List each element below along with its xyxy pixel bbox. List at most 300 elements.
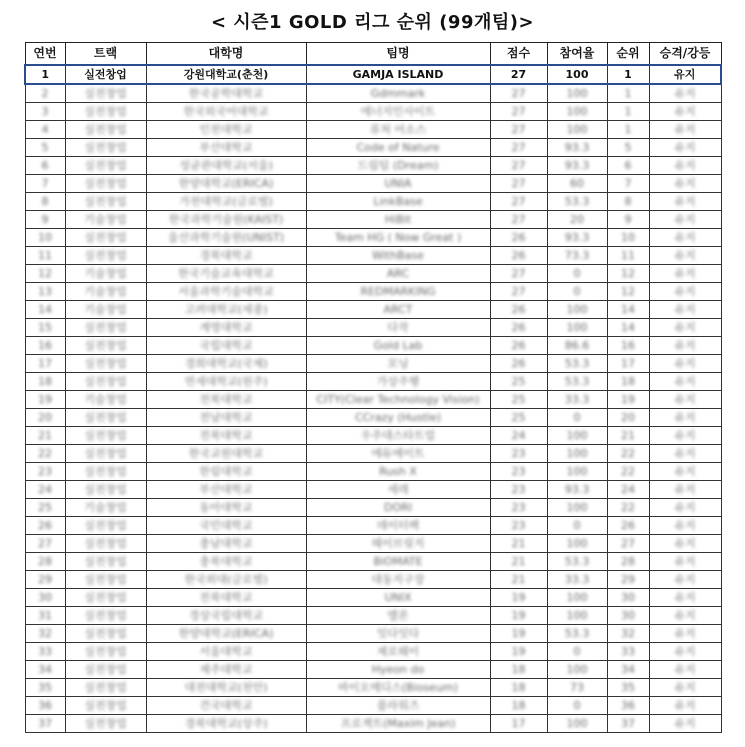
university-cell: 경북대학교 — [146, 247, 306, 265]
row-number: 30 — [25, 589, 65, 607]
university-cell: 강원대학교(춘천) — [146, 65, 306, 84]
team-cell: 멜론 — [306, 607, 490, 625]
score-cell: 19 — [490, 625, 547, 643]
status-cell: 유지 — [649, 283, 721, 301]
score-cell: 24 — [490, 427, 547, 445]
team-cell: ARC — [306, 265, 490, 283]
score-cell: 27 — [490, 65, 547, 84]
table-row — [25, 355, 721, 373]
rank-cell: 22 — [607, 445, 649, 463]
score-cell: 18 — [490, 697, 547, 715]
score-cell: 27 — [490, 121, 547, 139]
status-cell: 유지 — [649, 301, 721, 319]
score-cell: 27 — [490, 157, 547, 175]
score-cell: 19 — [490, 589, 547, 607]
score-cell: 27 — [490, 193, 547, 211]
track-cell: 기술창업 — [65, 283, 146, 301]
status-cell: 유지 — [649, 607, 721, 625]
rank-cell: 21 — [607, 427, 649, 445]
university-cell: 충남대학교 — [146, 535, 306, 553]
rank-cell: 14 — [607, 301, 649, 319]
row-number: 32 — [25, 625, 65, 643]
score-cell: 25 — [490, 373, 547, 391]
row-number: 15 — [25, 319, 65, 337]
team-cell: Hyeon do — [306, 661, 490, 679]
track-cell: 기술창업 — [65, 211, 146, 229]
university-cell: 동아대학교 — [146, 499, 306, 517]
rank-cell: 1 — [607, 65, 649, 84]
score-cell: 23 — [490, 517, 547, 535]
table-row — [25, 643, 721, 661]
team-cell: HiBit — [306, 211, 490, 229]
row-number: 24 — [25, 481, 65, 499]
row-number: 31 — [25, 607, 65, 625]
table-row — [25, 103, 721, 121]
row-number: 22 — [25, 445, 65, 463]
university-cell: 한국외대(글로벌) — [146, 571, 306, 589]
rank-cell: 35 — [607, 679, 649, 697]
participation-rate-cell: 73 — [547, 679, 607, 697]
team-cell: 대동지구장 — [306, 571, 490, 589]
score-cell: 18 — [490, 679, 547, 697]
rank-cell: 8 — [607, 193, 649, 211]
track-cell: 실전창업 — [65, 229, 146, 247]
university-cell: 대전대학교(천안) — [146, 679, 306, 697]
status-cell: 유지 — [649, 319, 721, 337]
table-row — [25, 589, 721, 607]
score-cell: 27 — [490, 265, 547, 283]
row-number: 27 — [25, 535, 65, 553]
university-cell: 부산대학교 — [146, 139, 306, 157]
table-row — [25, 229, 721, 247]
university-cell: 울산과학기술원(UNIST) — [146, 229, 306, 247]
status-cell: 유지 — [649, 481, 721, 499]
track-cell: 실전창업 — [65, 337, 146, 355]
table-row — [25, 265, 721, 283]
row-number: 7 — [25, 175, 65, 193]
status-cell: 유지 — [649, 463, 721, 481]
rank-cell: 24 — [607, 481, 649, 499]
team-cell: 가상주행 — [306, 373, 490, 391]
participation-rate-cell: 0 — [547, 283, 607, 301]
team-cell: Team HG ( Now Great ) — [306, 229, 490, 247]
row-number: 10 — [25, 229, 65, 247]
status-cell: 유지 — [649, 625, 721, 643]
team-cell: 잇다잇다 — [306, 625, 490, 643]
rank-cell: 18 — [607, 373, 649, 391]
column-header: 팀명 — [306, 43, 490, 66]
status-cell: 유지 — [649, 373, 721, 391]
rank-cell: 19 — [607, 391, 649, 409]
status-cell: 유지 — [649, 229, 721, 247]
university-cell: 연세대학교(원주) — [146, 373, 306, 391]
score-cell: 26 — [490, 355, 547, 373]
table-row — [25, 409, 721, 427]
status-cell: 유지 — [649, 643, 721, 661]
participation-rate-cell: 100 — [547, 589, 607, 607]
row-number: 29 — [25, 571, 65, 589]
status-cell: 유지 — [649, 715, 721, 733]
table-row — [25, 499, 721, 517]
score-cell: 26 — [490, 229, 547, 247]
track-cell: 실전창업 — [65, 247, 146, 265]
table-row — [25, 193, 721, 211]
rank-cell: 12 — [607, 283, 649, 301]
participation-rate-cell: 20 — [547, 211, 607, 229]
university-cell: 한양대학교(ERICA) — [146, 625, 306, 643]
track-cell: 실전창업 — [65, 535, 146, 553]
university-cell: 경상국립대학교 — [146, 607, 306, 625]
university-cell: 한국기술교육대학교 — [146, 265, 306, 283]
university-cell: 한림대학교 — [146, 463, 306, 481]
rank-cell: 7 — [607, 175, 649, 193]
university-cell: 가천대학교(글로벌) — [146, 193, 306, 211]
participation-rate-cell: 100 — [547, 121, 607, 139]
score-cell: 27 — [490, 103, 547, 121]
status-cell: 유지 — [649, 175, 721, 193]
track-cell: 기술창업 — [65, 265, 146, 283]
team-cell: DORI — [306, 499, 490, 517]
rank-cell: 30 — [607, 607, 649, 625]
status-cell: 유지 — [649, 211, 721, 229]
ranking-table — [24, 42, 722, 733]
track-cell: 실전창업 — [65, 84, 146, 103]
column-header: 연번 — [25, 43, 65, 66]
track-cell: 실전창업 — [65, 103, 146, 121]
row-number: 13 — [25, 283, 65, 301]
status-cell: 유지 — [649, 391, 721, 409]
rank-cell: 10 — [607, 229, 649, 247]
status-cell: 유지 — [649, 337, 721, 355]
university-cell: 한국외국어대학교 — [146, 103, 306, 121]
table-row — [25, 571, 721, 589]
track-cell: 실전창업 — [65, 553, 146, 571]
track-cell: 실전창업 — [65, 625, 146, 643]
track-cell: 실전창업 — [65, 427, 146, 445]
track-cell: 실전창업 — [65, 661, 146, 679]
table-row — [25, 463, 721, 481]
table-row — [25, 283, 721, 301]
participation-rate-cell: 33.3 — [547, 391, 607, 409]
track-cell: 실전창업 — [65, 65, 146, 84]
status-cell: 유지 — [649, 553, 721, 571]
participation-rate-cell: 100 — [547, 715, 607, 733]
participation-rate-cell: 100 — [547, 499, 607, 517]
university-cell: 제주대학교 — [146, 661, 306, 679]
score-cell: 27 — [490, 283, 547, 301]
row-number: 36 — [25, 697, 65, 715]
table-header-row — [25, 43, 721, 66]
highlighted-team-row — [25, 65, 721, 84]
university-cell: 한양대학교(ERICA) — [146, 175, 306, 193]
rank-cell: 28 — [607, 553, 649, 571]
row-number: 19 — [25, 391, 65, 409]
track-cell: 실전창업 — [65, 319, 146, 337]
status-cell: 유지 — [649, 697, 721, 715]
participation-rate-cell: 53.3 — [547, 355, 607, 373]
score-cell: 19 — [490, 607, 547, 625]
track-cell: 실전창업 — [65, 715, 146, 733]
participation-rate-cell: 100 — [547, 445, 607, 463]
row-number: 25 — [25, 499, 65, 517]
status-cell: 유지 — [649, 265, 721, 283]
score-cell: 23 — [490, 481, 547, 499]
score-cell: 26 — [490, 301, 547, 319]
status-cell: 유지 — [649, 445, 721, 463]
row-number: 4 — [25, 121, 65, 139]
participation-rate-cell: 53.3 — [547, 625, 607, 643]
table-row — [25, 301, 721, 319]
university-cell: 경북대학교(상주) — [146, 715, 306, 733]
team-cell: 데이터팩 — [306, 517, 490, 535]
track-cell: 실전창업 — [65, 157, 146, 175]
track-cell: 실전창업 — [65, 121, 146, 139]
status-cell: 유지 — [649, 139, 721, 157]
team-cell: LinkBase — [306, 193, 490, 211]
university-cell: 국민대학교 — [146, 517, 306, 535]
participation-rate-cell: 73.3 — [547, 247, 607, 265]
track-cell: 실전창업 — [65, 445, 146, 463]
rank-cell: 32 — [607, 625, 649, 643]
participation-rate-cell: 100 — [547, 607, 607, 625]
row-number: 28 — [25, 553, 65, 571]
team-cell: ARCT — [306, 301, 490, 319]
row-number: 26 — [25, 517, 65, 535]
rank-cell: 9 — [607, 211, 649, 229]
score-cell: 23 — [490, 463, 547, 481]
column-header: 점수 — [490, 43, 547, 66]
team-cell: 퓨처 어소스 — [306, 121, 490, 139]
team-cell: Code of Nature — [306, 139, 490, 157]
rank-cell: 12 — [607, 265, 649, 283]
rank-cell: 26 — [607, 517, 649, 535]
status-cell: 유지 — [649, 517, 721, 535]
status-cell: 유지 — [649, 589, 721, 607]
team-cell: UNIX — [306, 589, 490, 607]
rank-cell: 6 — [607, 157, 649, 175]
row-number: 16 — [25, 337, 65, 355]
track-cell: 실전창업 — [65, 481, 146, 499]
university-cell: 한국교원대학교 — [146, 445, 306, 463]
row-number: 11 — [25, 247, 65, 265]
team-cell: CCrazy (Hustle) — [306, 409, 490, 427]
rank-cell: 33 — [607, 643, 649, 661]
score-cell: 26 — [490, 247, 547, 265]
rank-cell: 1 — [607, 121, 649, 139]
status-cell: 유지 — [649, 427, 721, 445]
table-row — [25, 535, 721, 553]
rank-cell: 37 — [607, 715, 649, 733]
score-cell: 27 — [490, 139, 547, 157]
university-cell: 서울대학교 — [146, 643, 306, 661]
team-cell: 에너지인사이트 — [306, 103, 490, 121]
table-row — [25, 679, 721, 697]
team-cell: 에듀메이트 — [306, 445, 490, 463]
rank-cell: 17 — [607, 355, 649, 373]
table-row — [25, 517, 721, 535]
table-row — [25, 84, 721, 103]
rank-cell: 5 — [607, 139, 649, 157]
track-cell: 실전창업 — [65, 589, 146, 607]
participation-rate-cell: 53.3 — [547, 193, 607, 211]
track-cell: 실전창업 — [65, 697, 146, 715]
score-cell: 17 — [490, 715, 547, 733]
table-row — [25, 373, 721, 391]
university-cell: 경희대학교(국제) — [146, 355, 306, 373]
status-cell: 유지 — [649, 247, 721, 265]
participation-rate-cell: 93.3 — [547, 229, 607, 247]
participation-rate-cell: 0 — [547, 697, 607, 715]
rank-cell: 1 — [607, 84, 649, 103]
score-cell: 26 — [490, 319, 547, 337]
university-cell: 건국대학교 — [146, 697, 306, 715]
row-number: 23 — [25, 463, 65, 481]
participation-rate-cell: 0 — [547, 265, 607, 283]
status-cell: 유지 — [649, 409, 721, 427]
team-cell: UNIA — [306, 175, 490, 193]
participation-rate-cell: 100 — [547, 319, 607, 337]
track-cell: 실전창업 — [65, 373, 146, 391]
score-cell: 26 — [490, 337, 547, 355]
status-cell: 유지 — [649, 661, 721, 679]
status-cell: 유지 — [649, 535, 721, 553]
university-cell: 인천대학교 — [146, 121, 306, 139]
team-cell: BiOMATE — [306, 553, 490, 571]
university-cell: 전북대학교 — [146, 427, 306, 445]
participation-rate-cell: 100 — [547, 103, 607, 121]
team-cell: REDMARKING — [306, 283, 490, 301]
track-cell: 실전창업 — [65, 175, 146, 193]
team-cell: 플라워즈 — [306, 697, 490, 715]
row-number: 18 — [25, 373, 65, 391]
participation-rate-cell: 100 — [547, 535, 607, 553]
track-cell: 실전창업 — [65, 517, 146, 535]
table-row — [25, 427, 721, 445]
row-number: 6 — [25, 157, 65, 175]
university-cell: 한국과학기술원(KAIST) — [146, 211, 306, 229]
track-cell: 실전창업 — [65, 409, 146, 427]
participation-rate-cell: 86.6 — [547, 337, 607, 355]
score-cell: 18 — [490, 661, 547, 679]
team-cell: Gdmmark — [306, 84, 490, 103]
rank-cell: 20 — [607, 409, 649, 427]
team-cell: 바이오메디스(Bioseum) — [306, 679, 490, 697]
column-header: 순위 — [607, 43, 649, 66]
score-cell: 27 — [490, 84, 547, 103]
score-cell: 25 — [490, 409, 547, 427]
participation-rate-cell: 100 — [547, 427, 607, 445]
university-cell: 부산대학교 — [146, 481, 306, 499]
university-cell: 전남대학교 — [146, 409, 306, 427]
rank-cell: 11 — [607, 247, 649, 265]
university-cell: 전북대학교 — [146, 391, 306, 409]
table-row — [25, 139, 721, 157]
participation-rate-cell: 0 — [547, 643, 607, 661]
participation-rate-cell: 100 — [547, 301, 607, 319]
university-cell: 국립대학교 — [146, 337, 306, 355]
participation-rate-cell: 33.3 — [547, 571, 607, 589]
track-cell: 실전창업 — [65, 571, 146, 589]
track-cell: 실전창업 — [65, 607, 146, 625]
team-cell: 헤이브릿지 — [306, 535, 490, 553]
row-number: 12 — [25, 265, 65, 283]
participation-rate-cell: 93.3 — [547, 481, 607, 499]
university-cell: 한국공학대학교 — [146, 84, 306, 103]
status-cell: 유지 — [649, 499, 721, 517]
row-number: 20 — [25, 409, 65, 427]
table-row — [25, 625, 721, 643]
team-cell: 제로웨이 — [306, 643, 490, 661]
rank-cell: 36 — [607, 697, 649, 715]
participation-rate-cell: 0 — [547, 517, 607, 535]
row-number: 14 — [25, 301, 65, 319]
university-cell: 전북대학교 — [146, 589, 306, 607]
team-cell: CITY(Clear Technology Vision) — [306, 391, 490, 409]
university-cell: 성균관대학교(서울) — [146, 157, 306, 175]
score-cell: 19 — [490, 643, 547, 661]
track-cell: 실전창업 — [65, 679, 146, 697]
status-cell: 유지 — [649, 157, 721, 175]
status-cell: 유지 — [649, 103, 721, 121]
team-cell: WithBase — [306, 247, 490, 265]
row-number: 3 — [25, 103, 65, 121]
status-cell: 유지 — [649, 121, 721, 139]
score-cell: 23 — [490, 445, 547, 463]
table-row — [25, 319, 721, 337]
participation-rate-cell: 93.3 — [547, 157, 607, 175]
rank-cell: 22 — [607, 499, 649, 517]
participation-rate-cell: 100 — [547, 65, 607, 84]
row-number: 2 — [25, 84, 65, 103]
score-cell: 27 — [490, 211, 547, 229]
university-cell: 서울과학기술대학교 — [146, 283, 306, 301]
table-row — [25, 697, 721, 715]
status-cell: 유지 — [649, 193, 721, 211]
rank-cell: 1 — [607, 103, 649, 121]
status-cell: 유지 — [649, 84, 721, 103]
participation-rate-cell: 100 — [547, 84, 607, 103]
page-title: < 시즌1 GOLD 리그 순위 (99개팀)> — [210, 12, 535, 33]
track-cell: 실전창업 — [65, 643, 146, 661]
table-row — [25, 553, 721, 571]
track-cell: 기술창업 — [65, 499, 146, 517]
status-cell: 유지 — [649, 65, 721, 84]
team-cell: Rush X — [306, 463, 490, 481]
score-cell: 21 — [490, 553, 547, 571]
score-cell: 23 — [490, 499, 547, 517]
status-cell: 유지 — [649, 355, 721, 373]
column-header: 승격/강등 — [649, 43, 721, 66]
team-cell: 모닝 — [306, 355, 490, 373]
team-cell: 다작 — [306, 319, 490, 337]
row-number: 35 — [25, 679, 65, 697]
table-row — [25, 175, 721, 193]
table-row — [25, 157, 721, 175]
table-row — [25, 391, 721, 409]
status-cell: 유지 — [649, 571, 721, 589]
rank-cell: 34 — [607, 661, 649, 679]
row-number: 17 — [25, 355, 65, 373]
row-number: 8 — [25, 193, 65, 211]
table-row — [25, 445, 721, 463]
rank-cell: 16 — [607, 337, 649, 355]
table-row — [25, 607, 721, 625]
team-cell: GAMJA ISLAND — [306, 65, 490, 84]
university-cell: 계명대학교 — [146, 319, 306, 337]
track-cell: 실전창업 — [65, 355, 146, 373]
rank-cell: 30 — [607, 589, 649, 607]
track-cell: 기술창업 — [65, 391, 146, 409]
